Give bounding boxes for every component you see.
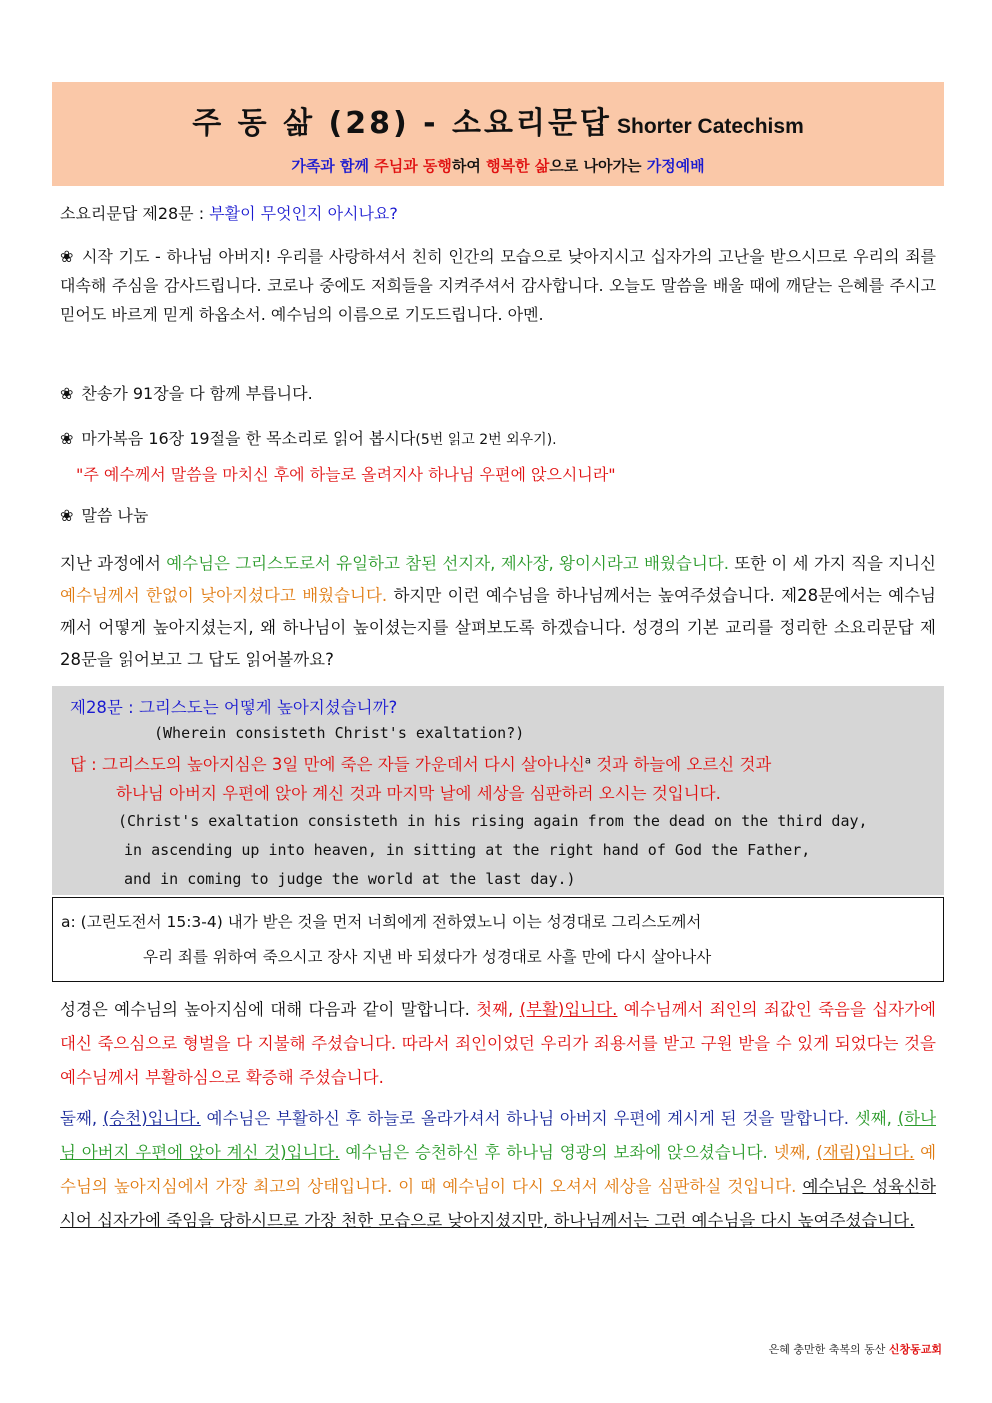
hymn-text: 찬송가 91장을 다 함께 부릅니다.	[81, 384, 313, 403]
qa-answer-english-1: (Christ's exaltation consisteth in his rising again from the dead on the third day,	[118, 812, 868, 830]
flower-icon: ❀	[60, 384, 74, 403]
footnote-line1: a: (고린도전서 15:3-4) 내가 받은 것을 먼저 너희에게 전하였노니 이는 성경대로 그리스도께서	[61, 913, 702, 931]
intro-paragraph	[60, 548, 936, 676]
reading-line	[60, 426, 936, 449]
question-text: 부활이 무엇인지 아시나요?	[209, 204, 398, 223]
flower-icon: ❀	[60, 429, 74, 448]
question-intro	[60, 201, 936, 224]
flower-icon: ❀	[60, 506, 74, 525]
intro-text: 하지만 이런 예수님을 하나님께서는 높여주셨습니다. 제28문에서는 예수님께서 어떻게 높아지셨는지, 왜 하나님이 높이셨는지를 살펴보도록 하겠습니다. 성경의 기본 교리를 정리한 소요리문답 제28문을 읽어보고 그 답도 읽어볼까요?	[60, 586, 936, 669]
qa-question	[70, 694, 397, 718]
intro-highlight: 예수님은 그리스도로서 유일하고 참된 선지자, 제사장, 왕이시라고 배웠습니다.	[166, 554, 729, 573]
qa-box	[52, 686, 944, 895]
footnote-marker: a	[584, 755, 591, 767]
body-paragraph-1	[60, 993, 936, 1095]
point-text: 예수님은 부활하신 후 하늘로 올라가셔서 하나님 아버지 우편에 계시게 된 것을 말합니다.	[200, 1109, 855, 1128]
subtitle-part: 가족과 함께	[291, 157, 375, 175]
point-title: (부활)입니다.	[519, 1000, 618, 1019]
sharing-heading	[60, 503, 936, 526]
question-label: 소요리문답 제28문 :	[60, 204, 210, 223]
church-name: 신창동교회	[888, 1343, 942, 1356]
subtitle-part: 행복한 삶	[486, 157, 550, 175]
subtitle-part: 하여	[451, 157, 487, 175]
qa-answer-line1	[70, 751, 771, 775]
sharing-label: 말씀 나눔	[81, 506, 149, 525]
prayer-label: 시작 기도	[81, 247, 150, 266]
title-korean: 주 동 삶 (28) - 소요리문답	[192, 106, 612, 141]
conclusion-text: 예수님은 성육신하시어 십자가에 죽임을 당하시므로 가장 천한 모습으로 낮아지셨지만, 하나님께서는 그런 예수님을 다시 높여주셨습니다.	[60, 1177, 936, 1230]
point-label: 넷째,	[773, 1143, 817, 1162]
body-paragraph-2	[60, 1102, 936, 1238]
flower-icon: ❀	[60, 247, 74, 266]
qa-question-text: 그리스도는 어떻게 높아지셨습니까?	[138, 698, 398, 717]
subtitle-part: 으로 나아가는	[549, 157, 647, 175]
title-english: Shorter Catechism	[617, 115, 804, 138]
footer	[769, 1341, 942, 1357]
point-label: 첫째,	[476, 1000, 520, 1019]
point-title: (재림)입니다.	[816, 1143, 915, 1162]
subtitle-part: 주님과 동행	[374, 157, 452, 175]
point-title: (하나님 아버지 우편에 앉아 계신 것)입니다.	[60, 1109, 937, 1162]
subtitle	[52, 155, 944, 176]
point-label: 둘째,	[60, 1109, 103, 1128]
prayer-text: - 하나님 아버지! 우리를 사랑하셔서 친히 인간의 모습으로 낮아지시고 십자가의 고난을 받으시므로 우리의 죄를 대속해 주심을 감사드립니다. 코로나 중에도 저희들을 지켜주셔서 감사합니다. 오늘도 말씀을 배울 때에 깨닫는 은혜를 주시고 믿어도 바르게 믿게 하옵소서. 예수님의 이름으로 기도드립니다. 아멘.	[60, 247, 936, 324]
subtitle-part: 가정예배	[646, 157, 705, 175]
reading-text: 마가복음 16장 19절을 한 목소리로 읽어 봅시다	[81, 429, 416, 448]
point-text: 예수님께서 죄인의 죄값인 죽음을 십자가에 대신 죽으심으로 형벌을 다 지불해 주셨습니다. 따라서 죄인이었던 우리가 죄용서를 받고 구원 받을 수 있게 되었다는 것을 예수님께서 부활하심으로 확증해 주셨습니다.	[60, 1000, 936, 1087]
qa-question-label: 제28문 :	[70, 698, 139, 717]
header-banner	[52, 82, 944, 186]
qa-answer-line2: 하나님 아버지 우편에 앉아 계신 것과 마지막 날에 세상을 심판하러 오시는 것입니다.	[116, 784, 721, 803]
intro-text: 지난 과정에서	[60, 554, 167, 573]
footer-text: 은혜 충만한 축복의 동산	[768, 1343, 889, 1356]
point-title: (승천)입니다.	[102, 1109, 201, 1128]
intro-text: 또한 이 세 가지 직을 지니신	[728, 554, 936, 573]
hymn-line	[60, 381, 936, 404]
intro-highlight: 예수님께서 한없이 낮아지셨다고 배웠습니다.	[60, 586, 388, 605]
qa-answer-english-2: in ascending up into heaven, in sitting at the right hand of God the Father,	[124, 841, 811, 859]
qa-answer-text: 것과 하늘에 오르신 것과	[590, 755, 772, 774]
body-text: 성경은 예수님의 높아지심에 대해 다음과 같이 말합니다.	[60, 1000, 477, 1019]
footnote-box	[52, 897, 944, 982]
footnote-line2: 우리 죄를 위하여 죽으시고 장사 지낸 바 되셨다가 성경대로 사흘 만에 다시 살아나사	[143, 948, 712, 966]
opening-prayer	[60, 242, 936, 329]
qa-answer-english-3: and in coming to judge the world at the last day.)	[124, 870, 576, 888]
point-text: 예수님은 승천하신 후 하나님 영광의 보좌에 앉으셨습니다.	[339, 1143, 774, 1162]
page-title	[52, 98, 944, 142]
reading-note: (5번 읽고 2번 외우기).	[415, 432, 557, 448]
qa-question-english: (Wherein consisteth Christ's exaltation?)	[154, 724, 525, 742]
qa-answer-text: 그리스도의 높아지심은 3일 만에 죽은 자들 가운데서 다시 살아나신	[102, 755, 585, 774]
qa-answer-label: 답 :	[70, 755, 102, 774]
point-text: 예수님의 높아지심에서 가장 최고의 상태입니다. 이 때 예수님이 다시 오셔서 세상을 심판하실 것입니다.	[60, 1143, 937, 1196]
point-label: 셋째,	[854, 1109, 898, 1128]
bible-verse: "주 예수께서 말씀을 마치신 후에 하늘로 올려지사 하나님 우편에 앉으시니라"	[76, 465, 616, 484]
